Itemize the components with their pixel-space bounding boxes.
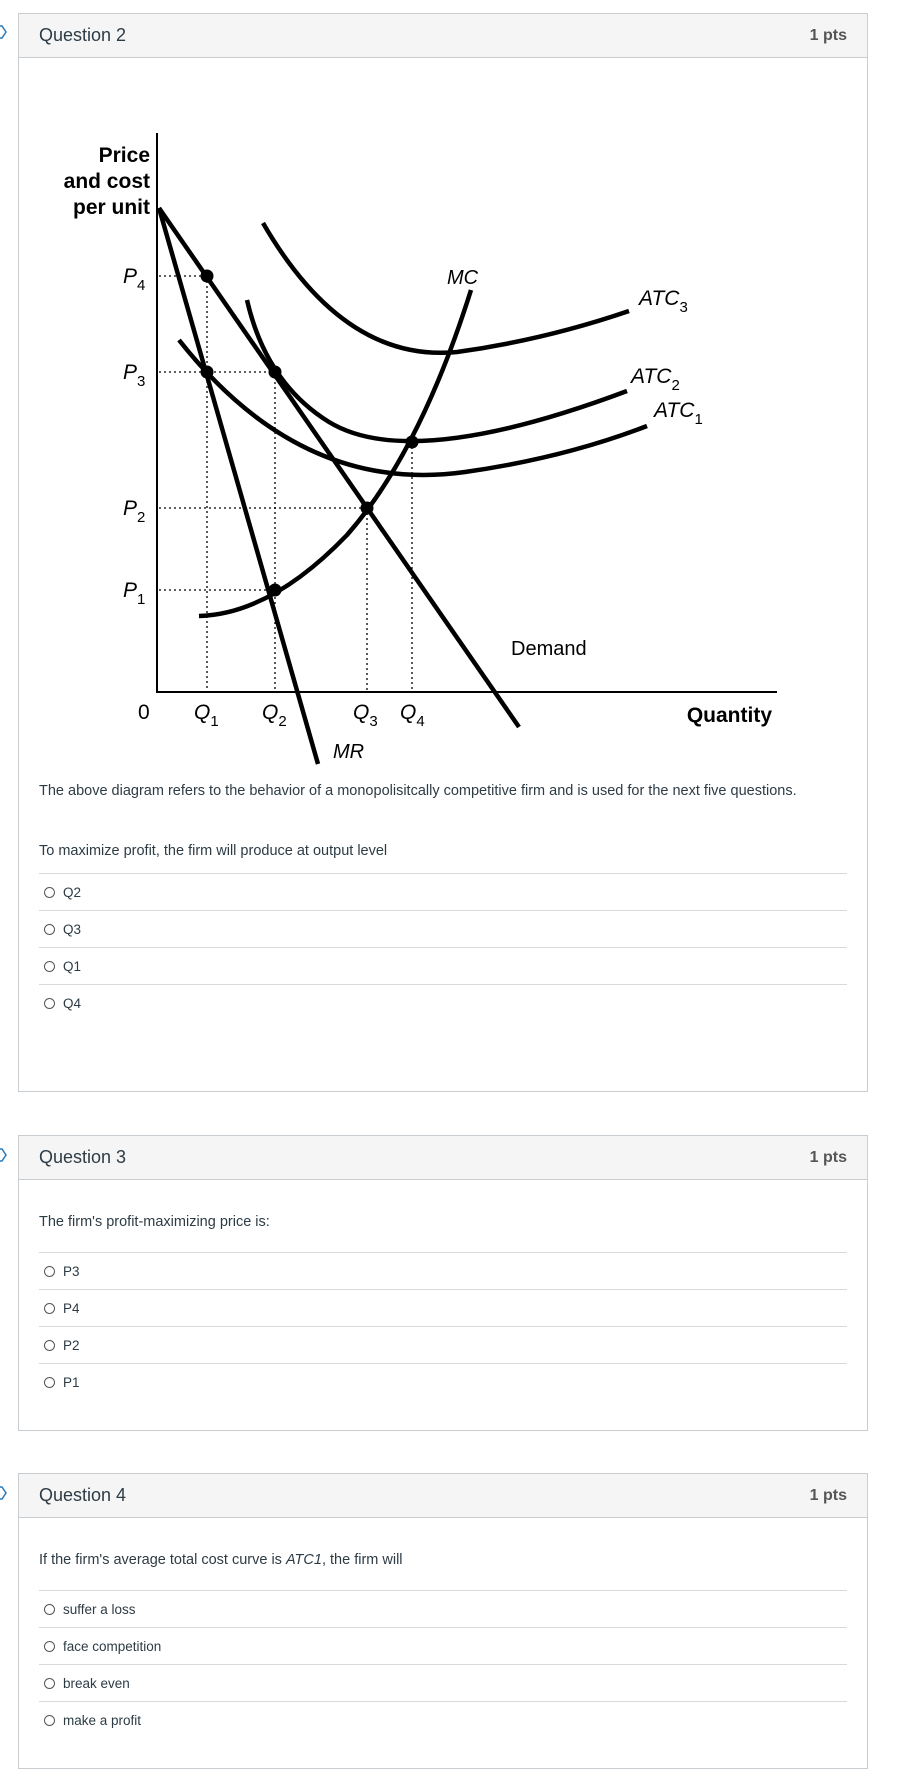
radio-button-icon[interactable] xyxy=(44,1678,55,1689)
answer-list xyxy=(39,873,847,1022)
answer-option[interactable] xyxy=(39,874,847,911)
radio-button-icon[interactable] xyxy=(44,887,55,898)
answer-label: P3 xyxy=(63,1263,80,1279)
atc2-label: $ATC_2$ xyxy=(631,365,680,394)
answer-option[interactable] xyxy=(39,985,847,1022)
question-points: 1 pts xyxy=(809,1148,847,1166)
radio-button-icon[interactable] xyxy=(44,1641,55,1652)
answer-list xyxy=(39,1252,847,1401)
mr-curve xyxy=(159,208,318,764)
answer-option[interactable] xyxy=(39,1665,847,1702)
answer-list xyxy=(39,1590,847,1739)
y-axis-title-line-1: Price xyxy=(98,144,150,167)
price-label-p2: $P_2$ xyxy=(123,497,146,526)
answer-label: P1 xyxy=(63,1375,80,1390)
answer-option[interactable] xyxy=(39,948,847,985)
answer-option[interactable] xyxy=(39,1591,847,1628)
answer-label: Q3 xyxy=(63,921,82,937)
radio-button-icon[interactable] xyxy=(44,924,55,935)
answer-label: break even xyxy=(63,1675,130,1691)
answer-label: face competition xyxy=(63,1638,162,1654)
question-flag-icon[interactable] xyxy=(0,1148,8,1162)
question-2-card xyxy=(18,13,868,1092)
quantity-label-q2: $Q_2$ xyxy=(262,701,287,730)
answer-label: Q4 xyxy=(63,996,82,1011)
question-4-card xyxy=(18,1473,868,1769)
monopolistic-competition-diagram xyxy=(39,58,849,773)
price-label-p1: $P_1$ xyxy=(123,579,146,608)
quantity-label-q3: $Q_3$ xyxy=(353,701,378,730)
question-title: Question 2 xyxy=(39,25,127,45)
mc-curve xyxy=(199,290,471,616)
answer-label: Q1 xyxy=(63,958,82,974)
question-header xyxy=(19,1136,867,1180)
answer-option[interactable] xyxy=(39,1628,847,1665)
price-label-p4: $P_4$ xyxy=(123,265,146,294)
answer-option[interactable] xyxy=(39,1253,847,1290)
answer-label: suffer a loss xyxy=(63,1601,136,1617)
radio-button-icon[interactable] xyxy=(44,1303,55,1314)
question-header xyxy=(19,14,867,58)
question-points: 1 pts xyxy=(809,26,847,44)
x-axis-title: Quantity xyxy=(686,704,772,727)
quantity-label-q1: $Q_1$ xyxy=(194,701,219,730)
mr-label: MR xyxy=(333,741,365,763)
atc1-label: $ATC_1$ xyxy=(654,399,703,428)
answer-option[interactable] xyxy=(39,911,847,948)
question-header xyxy=(19,1474,867,1518)
question-title: Question 3 xyxy=(39,1147,127,1167)
radio-button-icon[interactable] xyxy=(44,1340,55,1351)
answer-label: make a profit xyxy=(63,1713,142,1728)
question-flag-icon[interactable] xyxy=(0,25,8,39)
answer-label: P2 xyxy=(63,1337,80,1353)
atc1-emphasis: ATC1 xyxy=(285,1552,322,1568)
question-points: 1 pts xyxy=(809,1486,847,1504)
price-label-p3: $P_3$ xyxy=(123,361,146,390)
answer-option[interactable] xyxy=(39,1364,847,1401)
question-prompt: If the firm's average total cost curve is ATC1, the firm will xyxy=(39,1552,403,1568)
question-flag-icon[interactable] xyxy=(0,1486,8,1500)
radio-button-icon[interactable] xyxy=(44,1266,55,1277)
y-axis-title-line-2: and cost xyxy=(63,170,150,193)
radio-button-icon[interactable] xyxy=(44,998,55,1009)
answer-label: Q2 xyxy=(63,884,82,900)
question-prompt: The firm's profit-maximizing price is: xyxy=(39,1214,270,1230)
answer-label: P4 xyxy=(63,1300,80,1316)
atc3-label: $ATC_3$ xyxy=(639,287,688,316)
radio-button-icon[interactable] xyxy=(44,1377,55,1388)
question-3-card xyxy=(18,1135,868,1431)
answer-option[interactable] xyxy=(39,1290,847,1327)
mc-label: MC xyxy=(447,267,479,289)
answer-option[interactable] xyxy=(39,1702,847,1739)
question-prompt: To maximize profit, the firm will produce at output level xyxy=(39,843,388,859)
answer-option[interactable] xyxy=(39,1327,847,1364)
radio-button-icon[interactable] xyxy=(44,1604,55,1615)
origin-label: 0 xyxy=(138,701,150,724)
y-axis-title-line-3: per unit xyxy=(73,196,150,219)
question-title: Question 4 xyxy=(39,1485,127,1505)
question-intro-text: The above diagram refers to the behavior of a monopolisitcally competitive firm and is used for the next five questions. xyxy=(39,783,797,799)
atc3-curve xyxy=(263,223,629,353)
radio-button-icon[interactable] xyxy=(44,961,55,972)
quantity-label-q4: $Q_4$ xyxy=(400,701,425,730)
radio-button-icon[interactable] xyxy=(44,1715,55,1726)
demand-label: Demand xyxy=(511,638,587,660)
